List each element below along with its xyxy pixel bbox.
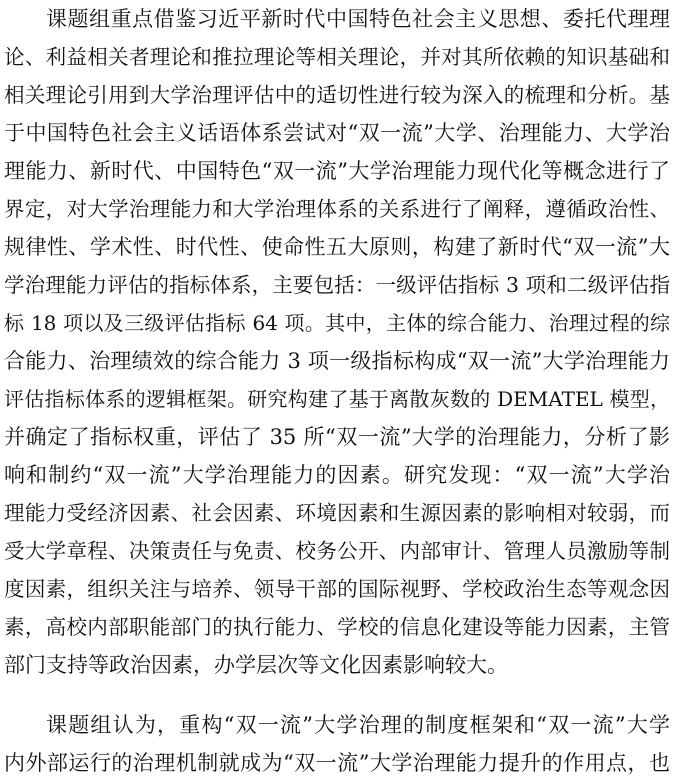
paragraph-1-line-11: 评估指标体系的逻辑框架。研究构建了基于离散灰数的 DEMATEL 模型， bbox=[4, 387, 670, 411]
paragraph-1-line-1: 课题组重点借鉴习近平新时代中国特色社会主义思想、委托代理理 bbox=[46, 7, 670, 31]
paragraph-1-line-13: 响和制约“双一流”大学治理能力的因素。研究发现：“双一流”大学治 bbox=[4, 463, 670, 487]
paragraph-1-line-12: 并确定了指标权重，评估了 35 所“双一流”大学的治理能力，分析了影 bbox=[4, 425, 670, 449]
paragraph-1-line-7: 规律性、学术性、时代性、使命性五大原则，构建了新时代“双一流”大 bbox=[4, 235, 670, 259]
paragraph-1-line-14: 理能力受经济因素、社会因素、环境因素和生源因素的影响相对较弱，而 bbox=[4, 501, 670, 525]
paragraph-2-line-2: 内外部运行的治理机制就成为“双一流”大学治理能力提升的作用点，也 bbox=[4, 751, 670, 775]
paragraph-1-line-9: 标 18 项以及三级评估指标 64 项。其中，主体的综合能力、治理过程的综 bbox=[4, 311, 670, 335]
paragraph-1-line-5: 理能力、新时代、中国特色“双一流”大学治理能力现代化等概念进行了 bbox=[4, 159, 670, 183]
paragraph-1-line-3: 相关理论引用到大学治理评估中的适切性进行较为深入的梳理和分析。基 bbox=[4, 83, 670, 107]
paragraph-2-line-1: 课题组认为，重构“双一流”大学治理的制度框架和“双一流”大学 bbox=[46, 713, 670, 737]
paragraph-1-line-10: 合能力、治理绩效的综合能力 3 项一级指标构成“双一流”大学治理能力 bbox=[4, 349, 670, 373]
paragraph-1-line-2: 论、利益相关者理论和推拉理论等相关理论，并对其所依赖的知识基础和 bbox=[4, 45, 670, 69]
paragraph-1-line-18: 部门支持等政治因素，办学层次等文化因素影响较大。 bbox=[4, 653, 508, 677]
paragraph-1-line-15: 受大学章程、决策责任与免责、校务公开、内部审计、管理人员激励等制 bbox=[4, 539, 670, 563]
paragraph-1-line-16: 度因素，组织关注与培养、领导干部的国际视野、学校政治生态等观念因 bbox=[4, 577, 670, 601]
paragraph-1-line-17: 素，高校内部职能部门的执行能力、学校的信息化建设等能力因素，主管 bbox=[4, 615, 670, 639]
paragraph-1-line-4: 于中国特色社会主义话语体系尝试对“双一流”大学、治理能力、大学治 bbox=[4, 121, 670, 145]
paragraph-1-line-8: 学治理能力评估的指标体系，主要包括：一级评估指标 3 项和二级评估指 bbox=[4, 273, 670, 297]
paragraph-1-line-6: 界定，对大学治理能力和大学治理体系的关系进行了阐释，遵循政治性、 bbox=[4, 197, 670, 221]
